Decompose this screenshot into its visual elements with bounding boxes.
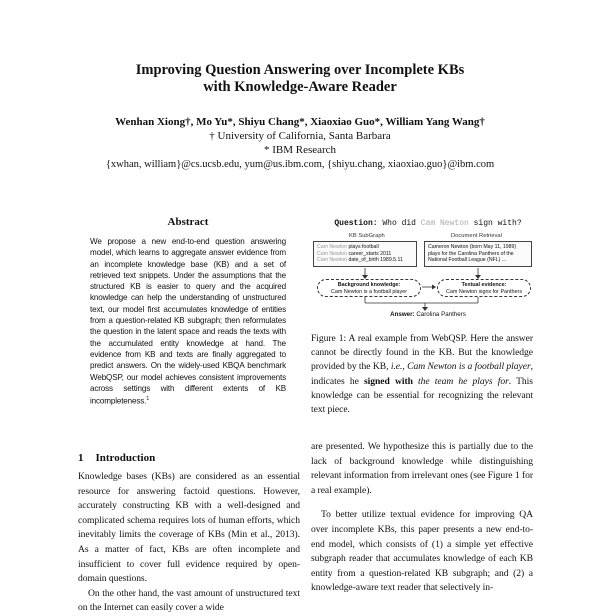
- right-paragraph-1: are presented. We hypothesize this is partially due to the lack of background knowledge while distinguishing relevant information from irrelevant ones (see Figure 1 for a real example).: [311, 441, 533, 496]
- background-knowledge-text: Cam Newton is a football player: [330, 289, 408, 295]
- right-column-body: [311, 440, 533, 596]
- intro-paragraph-2: On the other hand, the vast amount of unstructured text on the Internet can easily cover a wide: [78, 587, 300, 614]
- author-list: Wenhan Xiong†, Mo Yu*, Shiyu Chang*, Xiaoxiao Guo*, William Yang Wang†: [115, 116, 485, 128]
- caption-italic-1: Cam Newton is a football player: [407, 361, 531, 373]
- question-label: Question:: [334, 219, 378, 228]
- kb-subgraph-label: KB SubGraph: [349, 233, 385, 239]
- intro-paragraph-1: Knowledge bases (KBs) are considered as an essential resource for answering factoid questions. However, accurately constructing KB with a well-designed and complicated schema requires lots of human efforts, which inevitably limits the coverage of KBs (Min et al., 2013). As a matter of fact, KBs are often incomplete and insufficient to cover full evidence required by open-domain questions.: [78, 471, 300, 585]
- figure-caption: Figure 1: A real example from WebQSP. Here the answer cannot be directly found in the KB. But the knowledge provided by the KB, i.e., Cam Newton is a football player, indicates he signed with the team he plays for. This knowledge can be essential for recognizing the relevant text piece.: [311, 333, 533, 416]
- question-suffix: sign with?: [473, 219, 522, 228]
- answer-label: Answer:: [390, 311, 415, 318]
- middle-arrowhead: [432, 285, 436, 290]
- document-retrieval-box: Cameron Newton (born May 11, 1989) plays for the Carolina Panthers of the National Football League (NFL) ...: [424, 241, 532, 267]
- footnote-mark: 1: [146, 396, 150, 403]
- kb-row: Cam Newton plays football: [317, 244, 379, 250]
- textual-evidence-box: [437, 279, 531, 297]
- textual-evidence-title: Textual evidence:: [461, 282, 507, 288]
- caption-bold: signed with: [363, 375, 413, 387]
- right-paragraph-2: To better utilize textual evidence for improving QA over incomplete KBs, this paper presents a new end-to-end model, which consists of (1) a simple yet effective subgraph reader that accumulates knowledge of each KB entity from a question-related KB subgraph; and (2) a knowledge-aware text reader that selectively in-: [311, 509, 533, 594]
- affiliation-ibm: * IBM Research: [263, 144, 337, 156]
- question-prefix: Who did: [382, 219, 416, 228]
- background-knowledge-title: Background knowledge:: [337, 282, 401, 288]
- section-number: 1: [78, 452, 84, 464]
- title-line-1: Improving Question Answering over Incomplete KBs: [135, 62, 465, 78]
- figure-answer: [322, 311, 534, 318]
- caption-ie: i.e.: [390, 361, 403, 373]
- question-entity: Cam Newton: [420, 219, 469, 228]
- background-knowledge-box: [317, 279, 421, 297]
- caption-italic-2: the team he plays for: [418, 375, 509, 387]
- kb-row: Cam Newton date_of_birth 1989.5.11: [317, 257, 403, 264]
- title-line-2: with Knowledge-Aware Reader: [203, 79, 397, 95]
- kb-row: Cam Newton career_starts 2011: [317, 250, 392, 257]
- affiliation-ucsb: † University of California, Santa Barbara: [209, 130, 391, 142]
- textual-evidence-text: Cam Newton signs for Panthers: [445, 289, 523, 295]
- author-emails: {xwhan, william}@cs.ucsb.edu, yum@us.ibm.com, {shiyu.chang, xiaoxiao.guo}@ibm.com: [105, 159, 495, 170]
- document-retrieval-label: Document Retrieval: [451, 233, 502, 239]
- answer-value: Carolina Panthers: [416, 311, 466, 318]
- section-title: Introduction: [95, 452, 156, 464]
- abstract-body: We propose a new end-to-end question answering model, which learns to aggregate answer evidence from an incomplete knowledge base (KB) and a set of retrieved text snippets. Under the assumptions that the structured KB is easier to query and the acquired knowledge can help the understanding of unstructured text, our model first accumulates knowledge of entities from a question-related KB subgraph; then reformulates the question in the latent space and reads the texts with the accumulated entity knowledge at hand. The evidence from KB and texts are finally aggregated to predict answers. On the widely-used KBQA benchmark WebQSP, our model achieves consistent improvements across settings with different extents of KB incompleteness.: [90, 237, 286, 406]
- abstract-heading: Abstract: [167, 216, 209, 228]
